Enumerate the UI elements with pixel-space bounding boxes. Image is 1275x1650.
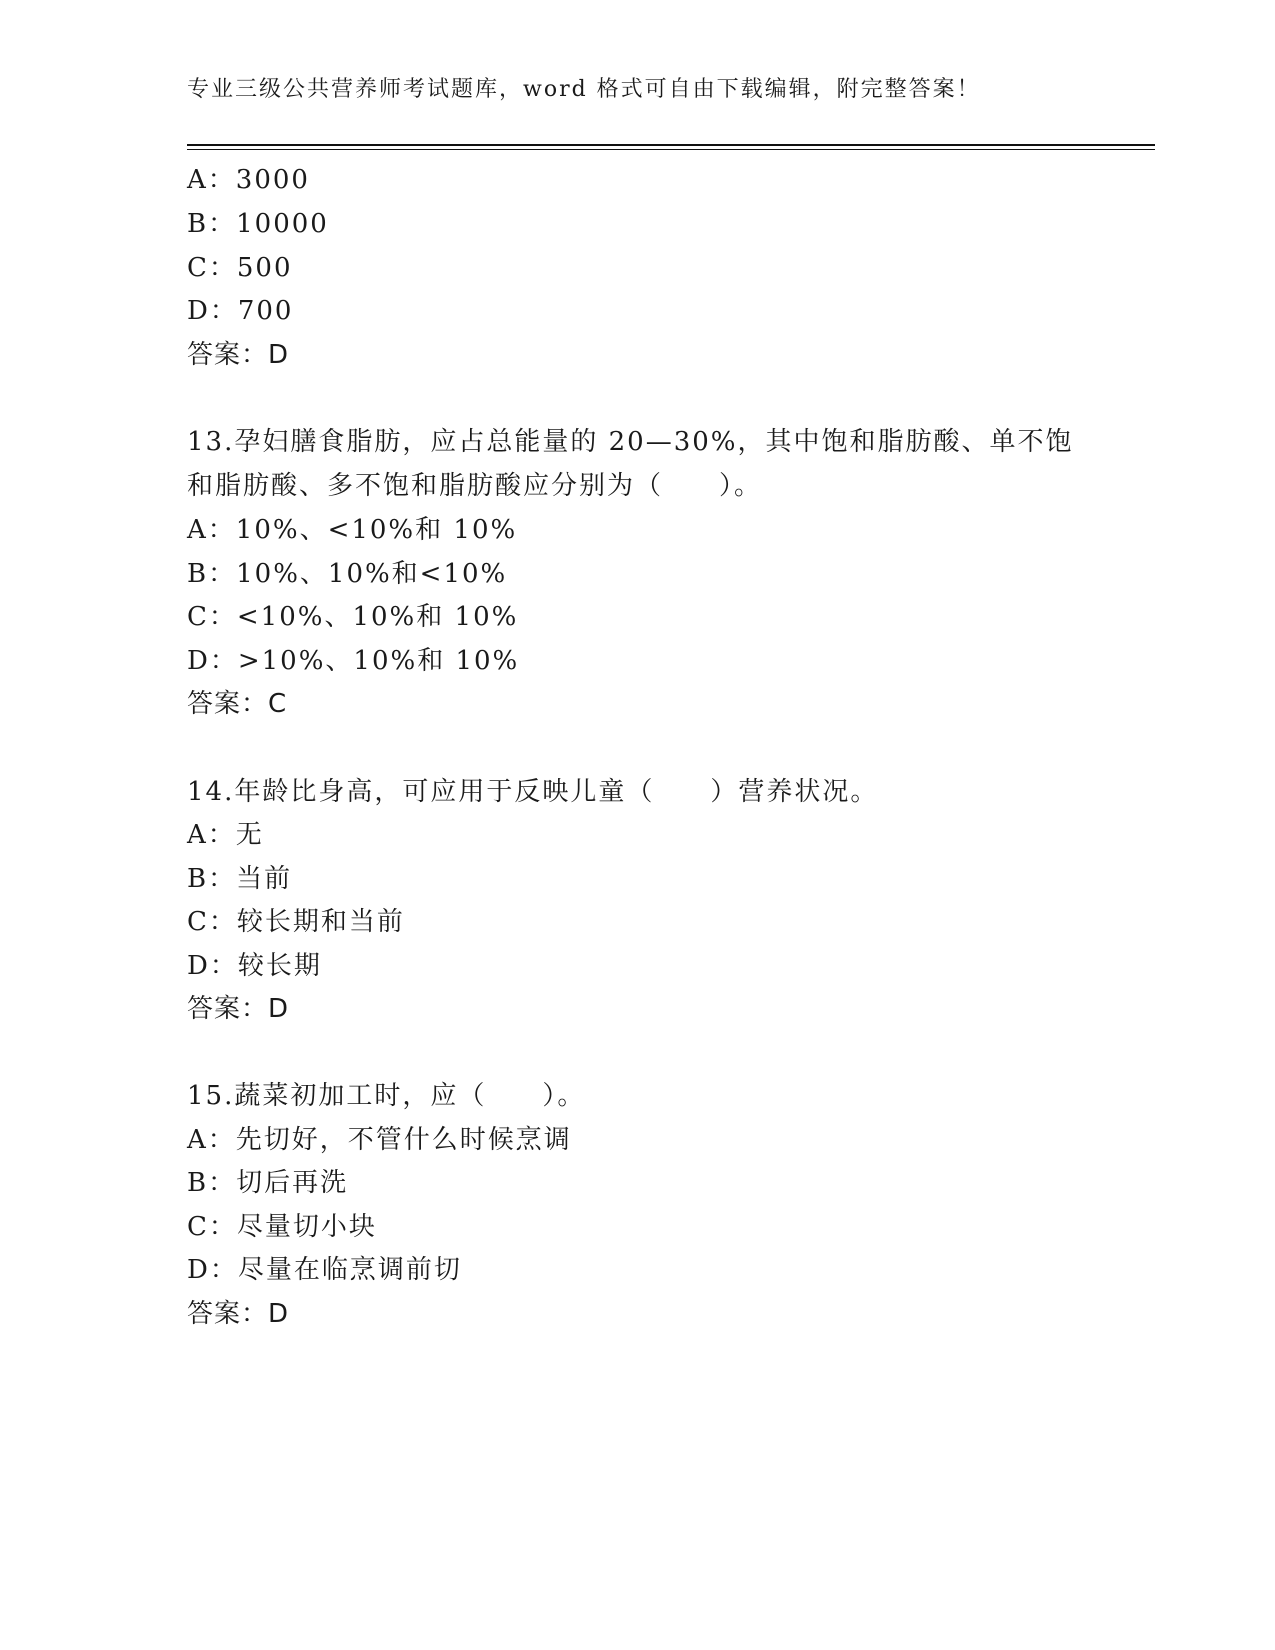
q13-option-b: B：10%、10%和<10%: [187, 559, 508, 589]
q14-option-b: B：当前: [187, 864, 293, 894]
q14-answer: 答案：D: [187, 994, 290, 1024]
q14-option-a: A：无: [187, 820, 264, 850]
page-header: 专业三级公共营养师考试题库，word 格式可自由下载编辑，附完整答案！: [187, 77, 981, 102]
q15-question: 15.蔬菜初加工时，应（ ）。: [187, 1081, 586, 1111]
q14-option-d: D：较长期: [187, 951, 322, 981]
q12-option-d: D：700: [187, 296, 294, 326]
q15-option-b: B：切后再洗: [187, 1168, 349, 1198]
q12-option-c: C：500: [187, 253, 293, 283]
q12-option-a: A：3000: [187, 165, 310, 195]
q13-answer: 答案：C: [187, 689, 288, 719]
q13-option-d: D：>10%、10%和 10%: [187, 646, 520, 676]
q13-option-c: C：<10%、10%和 10%: [187, 602, 519, 632]
q14-option-c: C：较长期和当前: [187, 907, 405, 937]
q15-answer: 答案：D: [187, 1299, 290, 1329]
q15-option-c: C：尽量切小块: [187, 1212, 377, 1242]
q14-question: 14.年龄比身高，可应用于反映儿童（ ）营养状况。: [187, 777, 879, 807]
q13-option-a: A：10%、<10%和 10%: [187, 515, 518, 545]
header-divider: [187, 144, 1155, 150]
q13-question-line1: 13.孕妇膳食脂肪，应占总能量的 20—30%，其中饱和脂肪酸、单不饱: [187, 427, 1074, 457]
q15-option-a: A：先切好，不管什么时候烹调: [187, 1125, 572, 1155]
q12-answer: 答案：D: [187, 340, 290, 370]
q12-option-b: B：10000: [187, 209, 329, 239]
q13-question-line2: 和脂肪酸、多不饱和脂肪酸应分别为（ ）。: [187, 471, 763, 501]
q15-option-d: D：尽量在临烹调前切: [187, 1255, 462, 1285]
